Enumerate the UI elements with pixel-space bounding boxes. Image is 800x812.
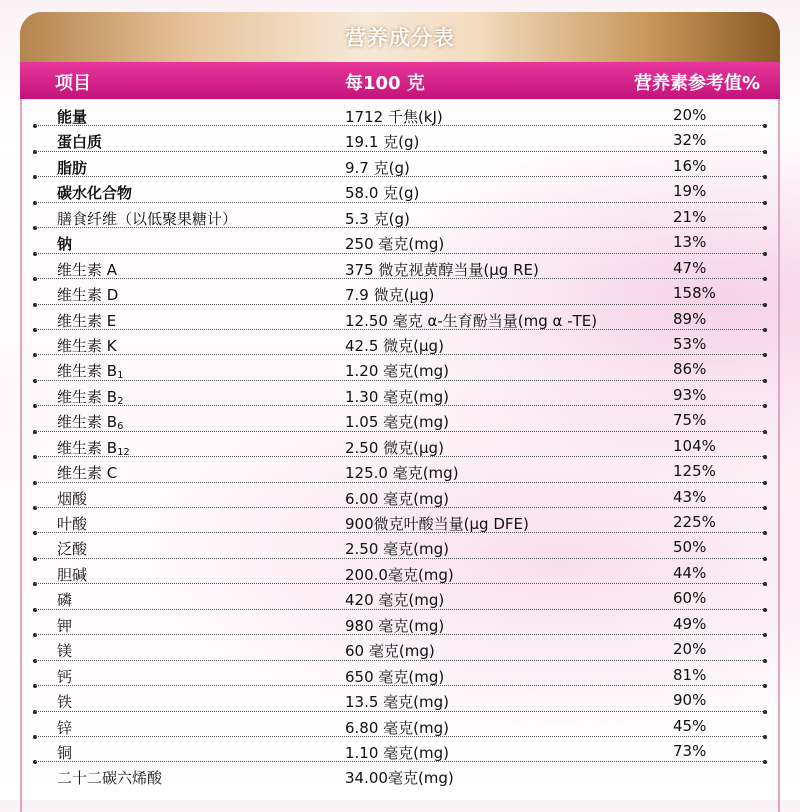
nutrient-name	[57, 411, 123, 432]
nutrient-name	[57, 233, 72, 254]
nutrient-name	[57, 284, 118, 305]
table-row	[35, 637, 765, 662]
table-row	[35, 103, 765, 128]
table-row	[35, 714, 765, 739]
nutrient-name-text: 蛋白质	[57, 133, 103, 152]
nutrient-name-text: 脂肪	[57, 158, 88, 177]
title-banner	[20, 12, 780, 62]
nutrient-name	[57, 310, 116, 331]
nutrient-name	[57, 488, 87, 509]
nutrient-name-text: 磷	[57, 591, 73, 610]
nutrient-amount: 1712 千焦(kJ)	[345, 108, 443, 126]
nutrient-name	[57, 742, 72, 763]
nutrient-amount: 125.0 毫克(mg)	[345, 464, 459, 483]
nutrient-amount: 7.9 微克(μg)	[345, 286, 435, 305]
nutrient-name	[57, 513, 87, 534]
table-header	[20, 62, 780, 99]
nutrient-nrv: 13%	[673, 233, 707, 252]
nutrient-name-text: 叶酸	[57, 515, 88, 533]
nutrient-nrv: 20%	[673, 640, 707, 659]
nutrient-amount: 1.20 毫克(mg)	[345, 362, 450, 381]
nutrient-amount: 2.50 毫克(mg)	[345, 540, 450, 559]
nutrient-name	[57, 208, 237, 229]
nutrient-subscript: 6	[117, 421, 124, 433]
nutrient-name-text: 维生素 C	[57, 464, 118, 483]
table-title: 营养成分表	[345, 26, 455, 50]
nutrient-amount: 9.7 克(g)	[345, 158, 410, 177]
nutrient-name	[57, 437, 130, 458]
nutrient-name	[57, 666, 72, 687]
nutrient-name-text: 碳水化合物	[57, 184, 133, 203]
nutrient-nrv: 75%	[673, 411, 707, 430]
nutrient-nrv: 81%	[673, 665, 707, 684]
nutrient-name-text: 二十二碳六烯酸	[57, 769, 163, 788]
nutrient-amount: 1.30 毫克(mg)	[345, 387, 450, 406]
table-row	[35, 332, 765, 357]
nutrient-nrv: 47%	[673, 258, 707, 277]
nutrient-name-text: 镁	[57, 642, 73, 661]
table-row	[35, 408, 765, 433]
nutrient-name-text: 铁	[57, 693, 73, 712]
nutrient-name	[57, 691, 72, 712]
nutrient-name	[57, 157, 87, 178]
table-row	[35, 128, 765, 153]
nutrient-name-text: 维生素 D	[57, 286, 119, 305]
nutrient-name	[57, 386, 123, 407]
table-row	[35, 586, 765, 611]
nutrient-nrv: 32%	[673, 131, 707, 150]
table-row	[35, 485, 765, 510]
nutrient-amount: 42.5 微克(μg)	[345, 336, 444, 355]
nutrient-amount: 5.3 克(g)	[345, 209, 410, 228]
nutrient-name-text: 泛酸	[57, 540, 88, 559]
nutrient-name-text: 钙	[57, 667, 73, 686]
nutrient-nrv: 53%	[673, 334, 707, 353]
table-row	[35, 307, 765, 332]
nutrient-name-text: 钠	[57, 235, 73, 254]
table-row	[35, 154, 765, 179]
table-row	[35, 205, 765, 230]
nutrient-name-text: 烟酸	[57, 489, 88, 508]
nutrient-name-text: 维生素 B	[57, 438, 118, 457]
nutrient-name	[57, 131, 102, 152]
nutrient-amount: 2.50 微克(μg)	[345, 438, 444, 457]
nutrient-nrv: 43%	[673, 487, 707, 506]
nutrient-subscript: 2	[117, 395, 124, 407]
nutrient-name-text: 能量	[57, 108, 88, 126]
table-row	[35, 739, 765, 764]
nutrient-nrv: 50%	[673, 538, 707, 557]
nutrient-name-text: 维生素 E	[57, 311, 117, 330]
nutrient-name-text: 维生素 B	[57, 362, 118, 381]
table-row	[35, 764, 765, 789]
nutrient-amount: 375 微克视黄醇当量(μg RE)	[345, 260, 539, 279]
nutrient-amount: 34.00毫克(mg)	[345, 769, 454, 788]
nutrient-name	[57, 564, 87, 585]
table-row	[35, 383, 765, 408]
nutrient-nrv: 86%	[673, 360, 707, 379]
nutrient-name	[57, 462, 117, 483]
nutrient-name	[57, 615, 72, 636]
nutrient-name	[57, 360, 123, 381]
nutrient-subscript: 1	[117, 370, 124, 382]
nutrient-amount: 900微克叶酸当量(μg DFE)	[345, 515, 529, 533]
table-row	[35, 281, 765, 306]
nutrient-name	[57, 335, 117, 356]
nutrient-nrv: 93%	[673, 385, 707, 404]
nutrient-nrv: 45%	[673, 716, 707, 735]
table-row	[35, 459, 765, 484]
table-row	[35, 434, 765, 459]
nutrient-name-text: 铜	[57, 743, 73, 762]
table-row	[35, 688, 765, 713]
nutrient-nrv: 73%	[673, 741, 707, 760]
nutrient-name	[57, 717, 72, 738]
table-row	[35, 357, 765, 382]
table-row	[35, 510, 765, 535]
nutrient-name-text: 胆碱	[57, 565, 88, 584]
nutrient-name	[57, 259, 117, 280]
nutrient-nrv: 158%	[673, 284, 716, 303]
table-row	[35, 230, 765, 255]
nutrient-name-text: 维生素 B	[57, 387, 118, 406]
nutrient-amount: 13.5 毫克(mg)	[345, 693, 450, 712]
nutrition-rows	[35, 103, 765, 790]
table-row	[35, 535, 765, 560]
nutrient-nrv: 89%	[673, 309, 707, 328]
nutrient-name	[57, 767, 162, 788]
nutrient-amount: 200.0毫克(mg)	[345, 565, 454, 584]
nutrient-amount: 980 毫克(mg)	[345, 616, 445, 635]
nutrient-nrv: 225%	[673, 513, 716, 531]
nutrient-name	[57, 106, 87, 127]
nutrient-nrv: 44%	[673, 563, 707, 582]
nutrient-nrv: 16%	[673, 156, 707, 175]
nutrient-nrv: 49%	[673, 614, 707, 633]
nutrient-nrv: 60%	[673, 589, 707, 608]
header-nrv: 营养素参考值%	[633, 73, 760, 94]
nutrient-nrv: 19%	[673, 182, 707, 201]
nutrient-nrv: 21%	[673, 207, 707, 226]
nutrient-name	[57, 182, 132, 203]
header-item: 项目	[55, 73, 91, 94]
nutrient-name-text: 膳食纤维（以低聚果糖计）	[57, 209, 238, 228]
nutrient-nrv: 104%	[673, 436, 716, 455]
nutrient-name	[57, 538, 87, 559]
nutrient-amount: 420 毫克(mg)	[345, 591, 445, 610]
nutrient-name-text: 钾	[57, 616, 73, 635]
nutrient-subscript: 12	[117, 446, 130, 458]
nutrient-name-text: 维生素 A	[57, 260, 118, 279]
nutrient-name-text: 锌	[57, 718, 73, 737]
nutrient-amount: 6.80 毫克(mg)	[345, 718, 450, 737]
nutrient-nrv: 125%	[673, 462, 716, 481]
nutrient-amount: 19.1 克(g)	[345, 133, 420, 152]
nutrient-amount: 650 毫克(mg)	[345, 667, 445, 686]
table-row	[35, 663, 765, 688]
nutrient-amount: 60 毫克(mg)	[345, 642, 435, 661]
nutrient-amount: 1.05 毫克(mg)	[345, 413, 450, 432]
table-row	[35, 256, 765, 281]
nutrient-amount: 1.10 毫克(mg)	[345, 743, 450, 762]
table-row	[35, 561, 765, 586]
nutrient-amount: 58.0 克(g)	[345, 184, 420, 203]
nutrient-nrv: 20%	[673, 106, 707, 124]
nutrient-nrv: 90%	[673, 691, 707, 710]
nutrient-name	[57, 640, 72, 661]
nutrient-name-text: 维生素 K	[57, 336, 117, 355]
table-row	[35, 612, 765, 637]
nutrient-amount: 12.50 毫克 α-生育酚当量(mg α -TE)	[345, 311, 598, 330]
nutrient-name	[57, 589, 72, 610]
nutrient-name-text: 维生素 B	[57, 413, 118, 432]
table-row	[35, 179, 765, 204]
nutrient-amount: 6.00 毫克(mg)	[345, 489, 450, 508]
header-per-100g: 每100 克	[345, 73, 425, 94]
nutrient-amount: 250 毫克(mg)	[345, 235, 445, 254]
